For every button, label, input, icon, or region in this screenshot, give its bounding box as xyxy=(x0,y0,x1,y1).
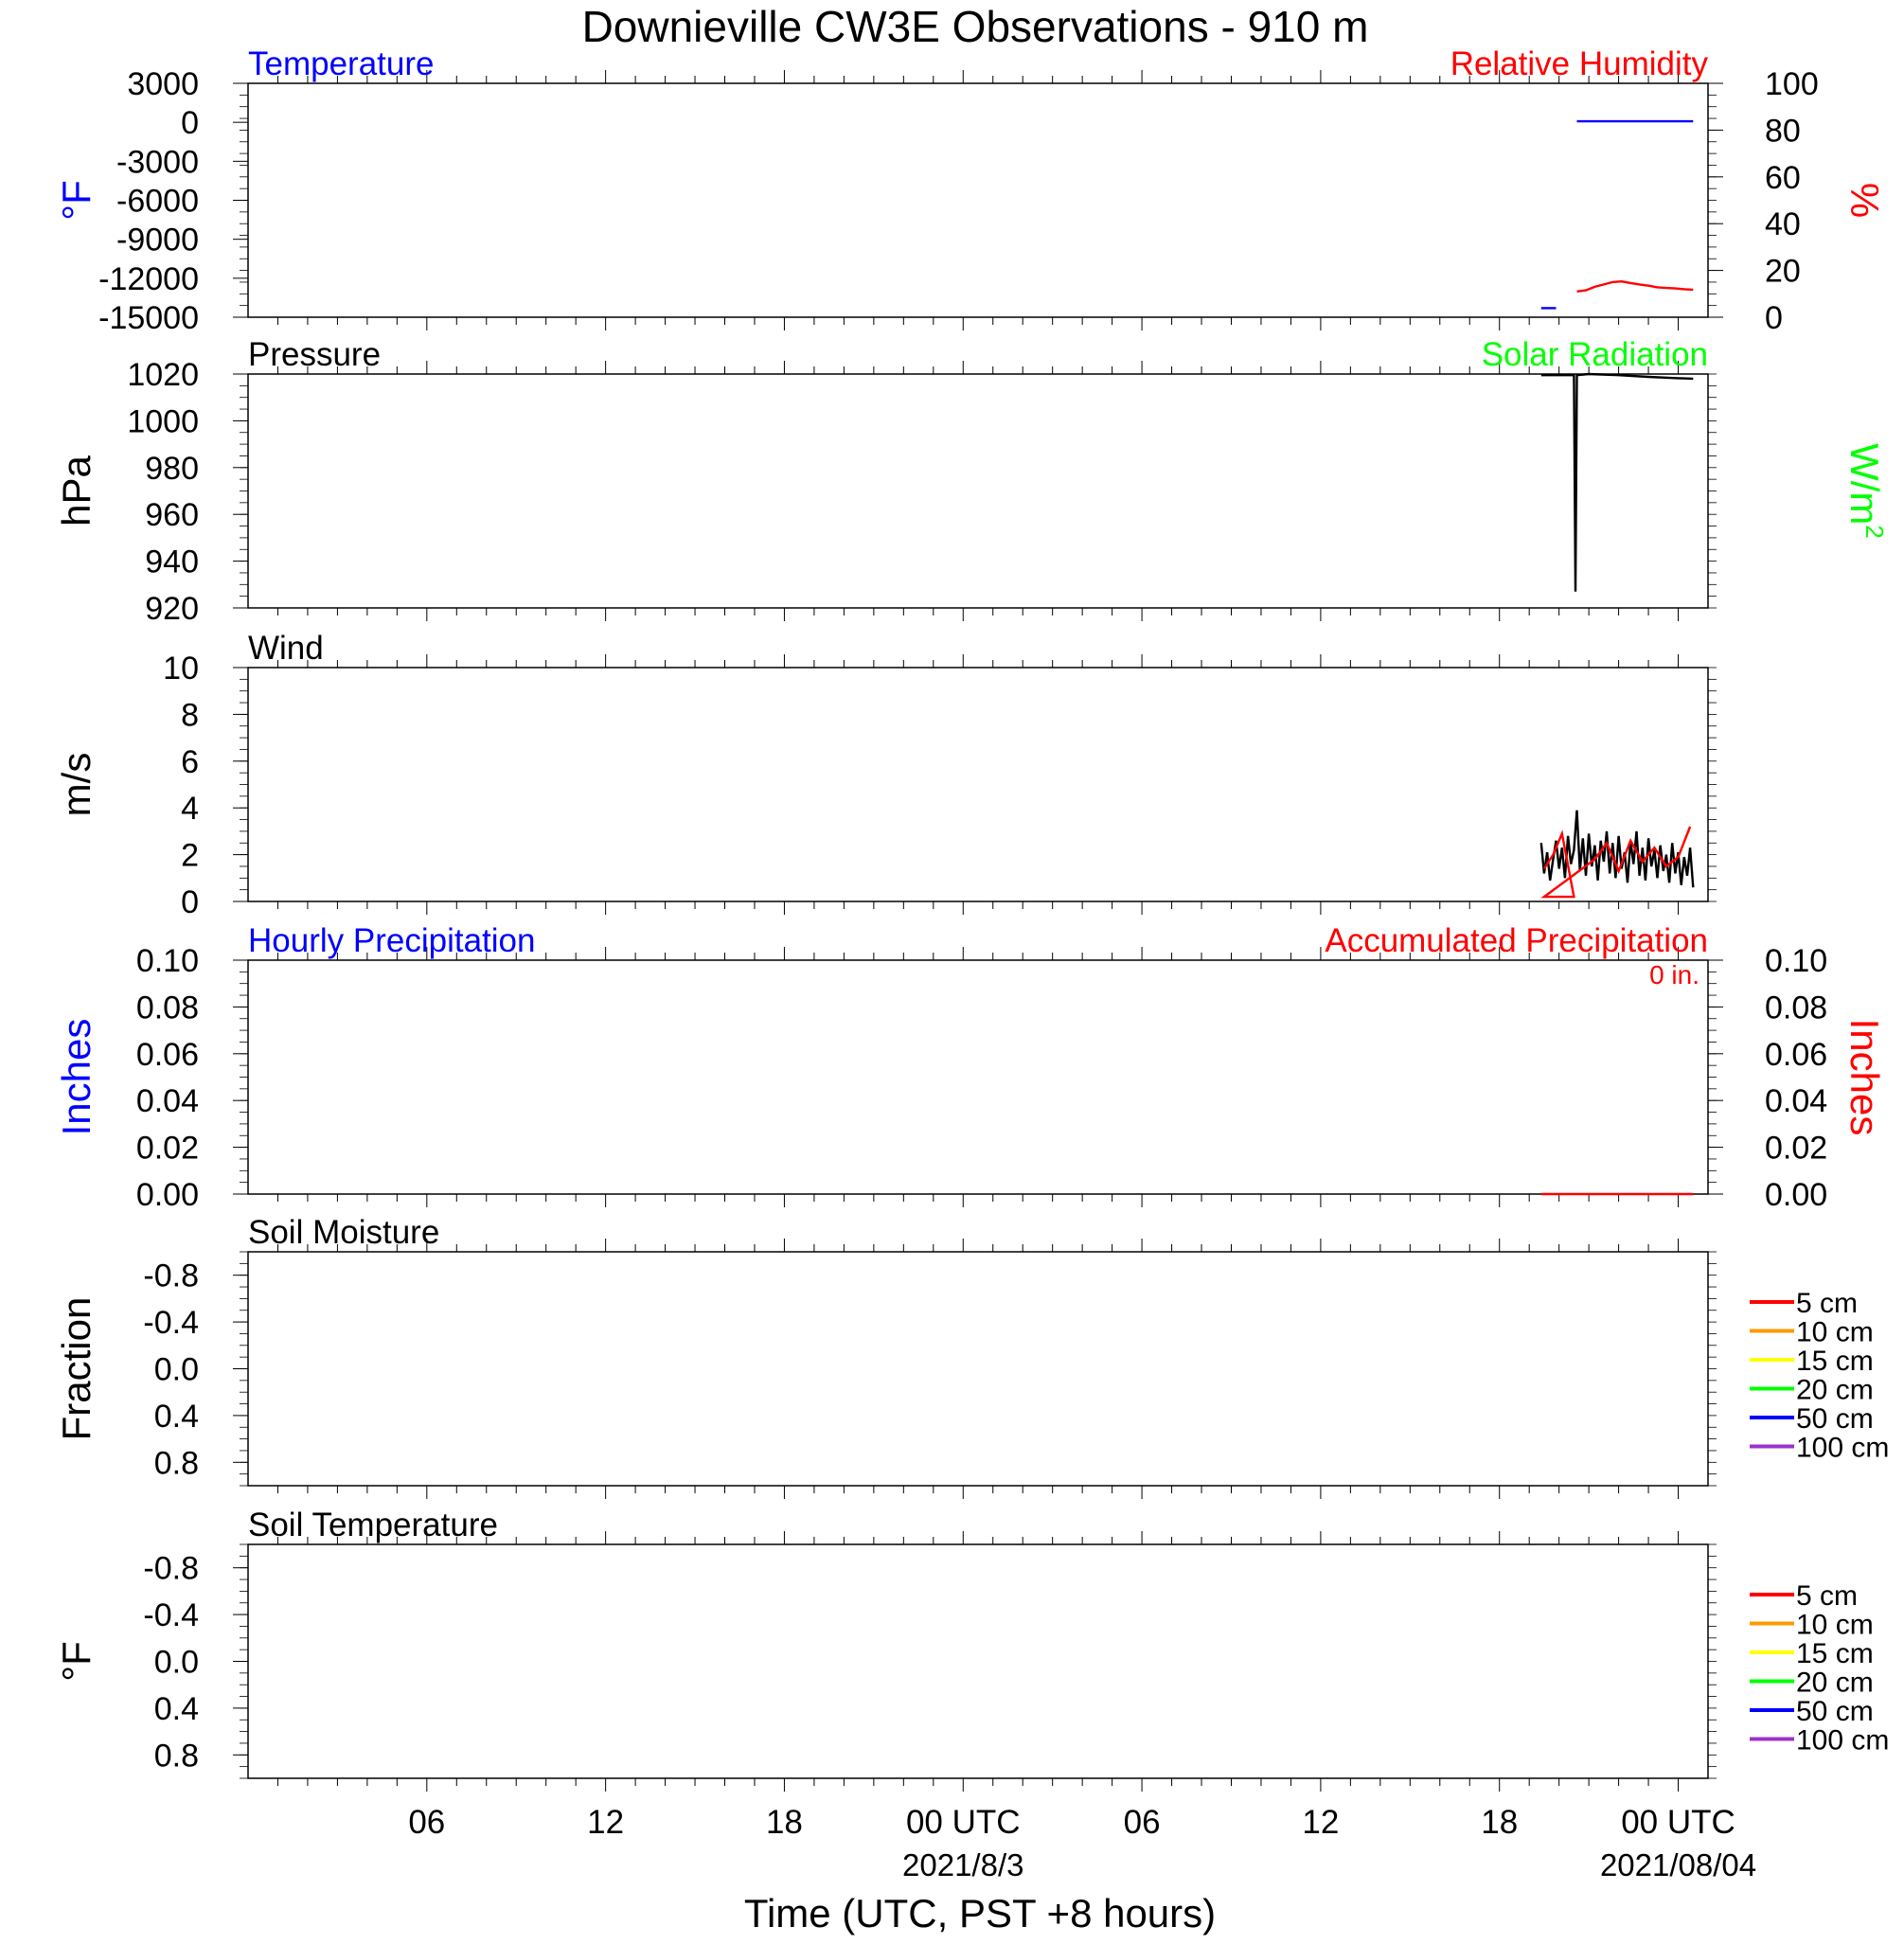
pressure-title-right: Solar Radiation xyxy=(1481,336,1708,373)
panel-soil-moisture xyxy=(54,1214,1889,1499)
wind-plot-frame xyxy=(248,668,1708,901)
soil-temperature-title: Soil Temperature xyxy=(248,1507,498,1543)
precipitation-total-label: 0 in. xyxy=(1649,960,1699,990)
wind-ylabel: m/s xyxy=(54,752,98,817)
y-tick-label: -3000 xyxy=(116,144,199,181)
pressure-plot-frame xyxy=(248,374,1708,608)
y-tick-label: 920 xyxy=(145,591,199,627)
panel-temperature xyxy=(54,45,1887,336)
y-tick-label: 0.8 xyxy=(153,1445,199,1482)
y-right-tick-label: 0.10 xyxy=(1765,943,1828,979)
y-tick-label: 0.02 xyxy=(135,1130,199,1167)
temperature-plot-frame xyxy=(248,83,1708,317)
legend-label: 50 cm xyxy=(1796,1403,1874,1435)
legend-label: 20 cm xyxy=(1796,1667,1874,1699)
y-tick-label: 4 xyxy=(181,791,199,828)
pressure-ylabel-right xyxy=(1842,443,1889,539)
x-tick-label: 12 xyxy=(587,1804,625,1841)
y-tick-label: -9000 xyxy=(116,222,199,259)
soil-temperature-ylabel: °F xyxy=(54,1641,98,1682)
temperature-ylabel: °F xyxy=(54,180,98,221)
y-tick-label: 1020 xyxy=(127,357,199,393)
y-tick-label: 0.00 xyxy=(135,1177,199,1213)
precipitation-ylabel-right-text: Inches xyxy=(1842,1018,1887,1136)
y-tick-label: 0.04 xyxy=(135,1083,199,1120)
temperature-secondary-line-0 xyxy=(1577,281,1694,292)
y-tick-label: -6000 xyxy=(116,183,199,220)
y-tick-label: 8 xyxy=(181,697,199,734)
x-tick-label: 18 xyxy=(765,1804,803,1841)
y-tick-label: 940 xyxy=(145,544,199,580)
y-tick-label: 0.8 xyxy=(153,1738,199,1775)
legend-label: 20 cm xyxy=(1796,1374,1874,1406)
y-tick-label: 10 xyxy=(163,651,199,687)
legend-label: 15 cm xyxy=(1796,1638,1874,1669)
legend-label: 10 cm xyxy=(1796,1609,1874,1641)
y-right-tick-label: 0.08 xyxy=(1765,990,1828,1026)
y-right-tick-label: 0.02 xyxy=(1765,1130,1828,1167)
y-tick-label: 0 xyxy=(181,884,199,920)
precipitation-ylabel-right xyxy=(1842,1019,1887,1136)
legend-label: 100 cm xyxy=(1796,1432,1890,1464)
x-tick-label: 00 UTC xyxy=(1621,1804,1735,1841)
legend-label: 50 cm xyxy=(1796,1696,1874,1727)
temperature-title-right: Relative Humidity xyxy=(1450,45,1708,82)
precipitation-ylabel: Inches xyxy=(54,1018,98,1136)
temperature-ylabel-right-text: % xyxy=(1842,182,1887,219)
x-date-label: 2021/8/3 xyxy=(902,1847,1024,1882)
panel-wind xyxy=(54,630,1717,920)
y-tick-label: 960 xyxy=(145,497,199,534)
legend-label: 5 cm xyxy=(1796,1288,1859,1319)
soil-moisture-title: Soil Moisture xyxy=(248,1214,440,1251)
legend-label: 10 cm xyxy=(1796,1316,1874,1348)
x-tick-label: 12 xyxy=(1302,1804,1340,1841)
y-tick-label: 0.06 xyxy=(135,1036,199,1073)
y-right-tick-label: 40 xyxy=(1765,206,1801,243)
y-tick-label: 0.08 xyxy=(135,990,199,1026)
soil-temperature-plot-frame xyxy=(248,1544,1708,1778)
y-right-tick-label: 60 xyxy=(1765,159,1801,196)
y-tick-label: 1000 xyxy=(127,403,199,440)
y-tick-label: -0.8 xyxy=(143,1257,199,1294)
precipitation-title-right: Accumulated Precipitation xyxy=(1325,922,1708,959)
figure-title: Downieville CW3E Observations - 910 m xyxy=(581,2,1369,51)
y-right-tick-label: 0.06 xyxy=(1765,1036,1828,1073)
y-tick-label: 3000 xyxy=(127,66,199,102)
y-right-tick-label: 80 xyxy=(1765,113,1801,150)
panel-precipitation xyxy=(54,922,1887,1213)
y-tick-label: 0 xyxy=(181,105,199,142)
y-tick-label: 0.4 xyxy=(153,1398,199,1435)
legend-label: 5 cm xyxy=(1796,1580,1859,1612)
y-tick-label: -12000 xyxy=(98,260,199,297)
y-tick-label: -15000 xyxy=(98,300,199,336)
y-tick-label: 6 xyxy=(181,743,199,780)
precipitation-plot-frame xyxy=(248,960,1708,1194)
y-right-tick-label: 20 xyxy=(1765,253,1801,290)
y-tick-label: 980 xyxy=(145,450,199,487)
y-right-tick-label: 0.00 xyxy=(1765,1177,1828,1213)
y-tick-label: -0.4 xyxy=(143,1305,199,1342)
y-tick-label: -0.4 xyxy=(143,1597,199,1634)
pressure-title: Pressure xyxy=(248,336,382,373)
x-date-label: 2021/08/04 xyxy=(1599,1847,1757,1882)
soil-moisture-ylabel: Fraction xyxy=(54,1296,98,1441)
y-tick-label: 2 xyxy=(181,837,199,874)
temperature-title: Temperature xyxy=(248,45,435,82)
y-right-tick-label: 0 xyxy=(1765,300,1783,336)
y-tick-label: 0.4 xyxy=(153,1690,199,1727)
y-right-tick-label: 100 xyxy=(1765,66,1819,102)
precipitation-title: Hourly Precipitation xyxy=(248,922,536,959)
panel-pressure xyxy=(54,336,1889,627)
pressure-series-line-0 xyxy=(1541,374,1694,592)
pressure-ylabel-right-sup: 2 xyxy=(1860,525,1889,539)
soil-moisture-plot-frame xyxy=(248,1252,1708,1486)
x-tick-label: 18 xyxy=(1481,1804,1519,1841)
temperature-ylabel-right xyxy=(1842,183,1887,218)
x-axis-label: Time (UTC, PST +8 hours) xyxy=(743,1891,1217,1935)
wind-title: Wind xyxy=(248,630,324,667)
y-right-tick-label: 0.04 xyxy=(1765,1083,1828,1120)
panel-soil-temperature xyxy=(54,1507,1889,1792)
panels xyxy=(54,45,1889,1792)
legend-label: 15 cm xyxy=(1796,1346,1874,1377)
y-tick-label: -0.8 xyxy=(143,1550,199,1587)
y-tick-label: 0.10 xyxy=(135,943,199,979)
y-tick-label: 0.0 xyxy=(153,1644,199,1681)
x-tick-label: 06 xyxy=(1123,1804,1161,1841)
time-axis xyxy=(408,1804,1756,1882)
legend-label: 100 cm xyxy=(1796,1724,1890,1757)
x-tick-label: 06 xyxy=(408,1804,446,1841)
x-tick-label: 00 UTC xyxy=(905,1804,1021,1841)
pressure-ylabel-right-text: W/m xyxy=(1842,443,1887,526)
y-tick-label: 0.0 xyxy=(153,1351,199,1388)
pressure-ylabel: hPa xyxy=(54,455,98,526)
